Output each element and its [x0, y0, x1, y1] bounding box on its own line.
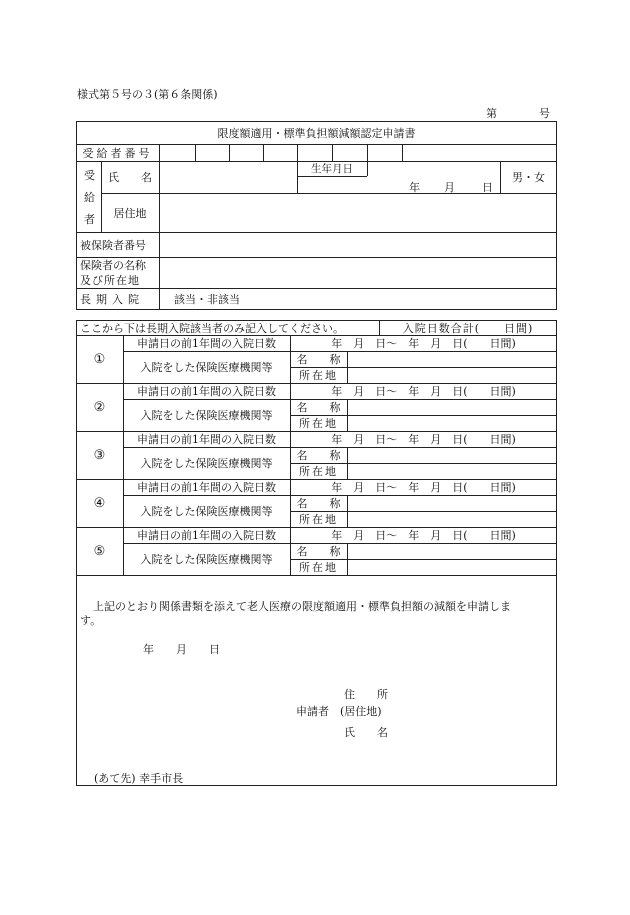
inst-name-label-3: 名 称	[296, 449, 341, 462]
inst-name-field-1[interactable]	[348, 352, 556, 366]
inst-name-label-5: 名 称	[296, 545, 341, 558]
name-field[interactable]	[160, 162, 297, 192]
inst-name-label-1: 名 称	[296, 353, 341, 366]
institution-label-3: 入院をした保険医療機関等	[140, 457, 273, 470]
entry-number-4: ④	[93, 495, 106, 511]
address-field[interactable]	[160, 194, 556, 231]
applicant-address-label: 住 所	[344, 688, 388, 701]
recipient-number-digit-5[interactable]	[298, 145, 332, 160]
birth-month-unit: 月	[444, 181, 455, 194]
inst-name-field-3[interactable]	[348, 448, 556, 462]
recipient-number-digit-6[interactable]	[333, 145, 367, 160]
inst-addr-label-1: 所在地	[299, 369, 338, 382]
days-label-3: 申請日の前1年間の入院日数	[137, 433, 276, 446]
inst-name-label-4: 名 称	[296, 497, 341, 510]
long-stay-selection[interactable]: 該当・非該当	[174, 293, 240, 306]
birthdate-label: 生年月日	[311, 163, 353, 175]
long-stay-note: ここから下は長期入院該当者のみ記入してください。	[80, 321, 344, 335]
form-title: 限度額適用・標準負担額減額認定申請書	[217, 126, 416, 140]
recipient-number-digit-3[interactable]	[230, 145, 263, 160]
recipient-vertical-1: 受	[84, 169, 95, 182]
inst-addr-field-5[interactable]	[348, 560, 556, 574]
inst-addr-field-2[interactable]	[348, 416, 556, 430]
inst-name-field-4[interactable]	[348, 496, 556, 510]
recipient-number-digit-4[interactable]	[265, 145, 297, 160]
recipient-vertical-2: 給	[84, 191, 95, 204]
applicant-name-label: 氏 名	[344, 726, 388, 739]
insurer-label-line1: 保険者の名称	[80, 259, 146, 272]
inst-addr-field-4[interactable]	[348, 512, 556, 526]
long-stay-label: 長期入院	[80, 293, 144, 306]
entry-number-3: ③	[93, 447, 106, 463]
days-label-1: 申請日の前1年間の入院日数	[137, 337, 276, 350]
recipient-vertical-3: 者	[84, 213, 95, 226]
inst-addr-field-3[interactable]	[348, 464, 556, 478]
insurer-label-line2: 及び所在地	[80, 274, 140, 287]
institution-label-1: 入院をした保険医療機関等	[140, 361, 273, 374]
days-label-4: 申請日の前1年間の入院日数	[137, 481, 276, 494]
entry-number-5: ⑤	[93, 543, 106, 559]
insured-number-label: 被保険者番号	[80, 238, 146, 252]
applicant-label: 申請者 (居住地)	[296, 705, 382, 718]
period-field-4[interactable]: 年 月 日～ 年 月 日( 日間)	[331, 481, 516, 494]
inst-addr-label-2: 所在地	[299, 417, 338, 430]
recipient-number-digit-7[interactable]	[369, 145, 402, 160]
inst-name-field-2[interactable]	[348, 400, 556, 414]
inst-addr-label-5: 所在地	[299, 561, 338, 574]
period-field-3[interactable]: 年 月 日～ 年 月 日( 日間)	[331, 433, 516, 446]
period-field-1[interactable]: 年 月 日～ 年 月 日( 日間)	[331, 337, 516, 350]
doc-number-dai: 第	[486, 107, 497, 120]
declaration-line-2: す。	[80, 614, 102, 627]
institution-label-5: 入院をした保険医療機関等	[140, 553, 273, 566]
institution-label-2: 入院をした保険医療機関等	[140, 409, 273, 422]
inst-addr-field-1[interactable]	[348, 368, 556, 382]
insurer-field[interactable]	[160, 258, 556, 287]
recipient-number-label: 受給者番号	[82, 146, 153, 160]
application-date[interactable]: 年 月 日	[143, 643, 220, 656]
recipient-number-digit-2[interactable]	[196, 145, 229, 160]
days-label-2: 申請日の前1年間の入院日数	[137, 385, 276, 398]
insured-number-field[interactable]	[160, 233, 556, 256]
address-label: 居住地	[113, 206, 147, 220]
addressee: (あて先) 幸手市長	[94, 772, 184, 785]
inst-name-field-5[interactable]	[348, 544, 556, 558]
period-field-2[interactable]: 年 月 日～ 年 月 日( 日間)	[331, 385, 516, 398]
entry-number-1: ①	[93, 351, 106, 367]
inst-addr-label-3: 所在地	[299, 465, 338, 478]
sex-selection[interactable]: 男・女	[512, 171, 545, 184]
doc-number-go: 号	[539, 107, 550, 120]
inst-addr-label-4: 所在地	[299, 513, 338, 526]
birth-day-unit: 日	[482, 181, 493, 194]
name-label: 氏 名	[108, 171, 152, 184]
declaration-line-1: 上記のとおり関係書類を添えて老人医療の限度額適用・標準負担額の減額を申請しま	[93, 600, 511, 613]
total-days: 入院日数合計( 日間)	[402, 321, 534, 335]
institution-label-4: 入院をした保険医療機関等	[140, 505, 273, 518]
birth-year-unit: 年	[409, 181, 420, 194]
form-reference: 様式第５号の３(第６条関係)	[77, 88, 218, 101]
period-field-5[interactable]: 年 月 日～ 年 月 日( 日間)	[331, 529, 516, 542]
recipient-number-digit-1[interactable]	[161, 145, 195, 160]
inst-name-label-2: 名 称	[296, 401, 341, 414]
days-label-5: 申請日の前1年間の入院日数	[137, 529, 276, 542]
entry-number-2: ②	[93, 399, 106, 415]
